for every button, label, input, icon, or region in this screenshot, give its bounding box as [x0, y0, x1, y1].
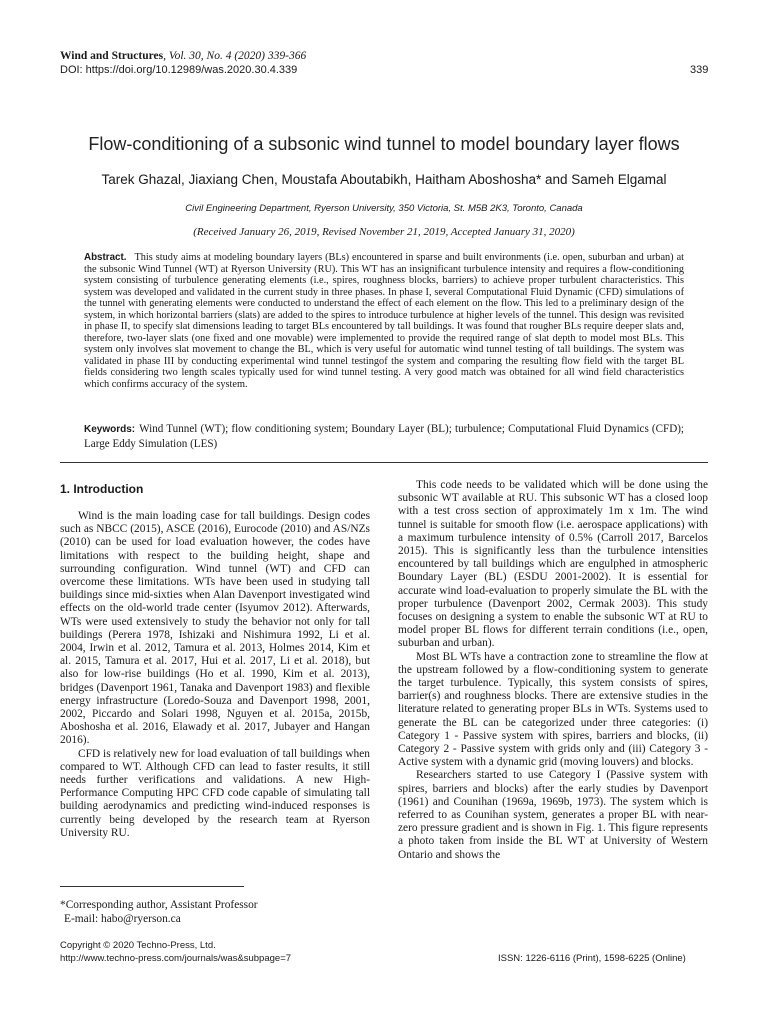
right-column [398, 479, 708, 862]
section-heading-introduction: 1. Introduction [60, 482, 144, 496]
publisher-url[interactable]: http://www.techno-press.com/journals/was&subpage=7 [60, 953, 292, 964]
page-number: 339 [690, 64, 709, 76]
paper-title: Flow-conditioning of a subsonic wind tunnel to model boundary layer flows [88, 134, 680, 154]
affiliation: Civil Engineering Department, Ryerson University, 350 Victoria, St. M5B 2K3, Toronto, Canada [185, 203, 583, 214]
footnote-corresponding-author: *Corresponding author, Assistant Professor [60, 899, 258, 911]
issn: ISSN: 1226-6116 (Print), 1598-6225 (Online) [498, 953, 686, 964]
footnote-email: E-mail: habo@ryerson.ca [64, 913, 181, 925]
paragraph: This code needs to be validated which will be done using the subsonic WT available at RU. This subsonic WT has a closed loop with a test cross section of approximately 1m x 1m. The wind tunnel is suitable for smooth flow (i.e. aerospace applications) with a maximum turbulence intensity of 0.5% (Carroll 2017, Barcelos 2015). This is significantly less than the turbulence intensities encountered by tall buildings which are engulphed in atmospheric Boundary Layer (BL) (ESDU 2001-2002). It is essential for accurate wind load-evaluation to properly simulate the BL with the proper turbulence (Davenport 2002, Cermak 2003). This study focuses on designing a system to enable the subsonic WT at RU to model proper BL flows for different terrain conditions (i.e., open, suburban and urban). [398, 479, 708, 650]
abstract [84, 252, 684, 391]
paragraph: Wind is the main loading case for tall buildings. Design codes such as NBCC (2015), ASCE (2016), Eurocode (2010) and AS/NZs (2010) can be used for load evaluation however, the codes have limitations with respect to the building height, shape and surrounding configuration. Wind tunnel (WT) and CFD can overcome these limitations. WTs have been used in studying tall buildings since mid-sixties when Alan Davenport investigated wind effects on the old-world trade center (Isyumov 2012). Afterwards, WTs were used extensively to study the behavior not only for tall buildings (Perera 1978, Ishizaki and Nishimura 1992, Li et al. 2004, Irwin et al. 2012, Tamura et al. 2013, Holmes 2014, Kim et al. 2015, Tamura et al. 2017, Hui et al. 2017, Li et al. 2018), but also for low-rise buildings (Ho et al. 1990, Kim et al. 2013), bridges (Davenport 1961, Tanaka and Davenport 1983) and flexible energy infrastructure (Loredo-Souza and Davenport 1998, 2001, 2002, Piccardo and Solari 1998, Nguyen et al. 2015a, 2015b, Aboshosha et al. 2016, Elawady et al. 2017, Jubayer and Hangan 2016). [60, 510, 370, 747]
footnote-rule [60, 886, 244, 887]
journal-citation [60, 50, 306, 62]
left-column [60, 510, 370, 840]
received-dates: (Received January 26, 2019, Revised November 21, 2019, Accepted January 31, 2020) [193, 226, 575, 238]
paragraph: Most BL WTs have a contraction zone to streamline the flow at the upstream followed by a flow-conditioning system to generate the target turbulence. Typically, this system consists of spires, barrier(s) and roughness blocks. There are extensive studies in the literature related to generating proper BLs in WTs. Systems used to generate the BL can be categorized under three categories: (i) Category 1 - Passive system with spires, barriers and blocks, (ii) Category 2 - Passive system with grids only and (iii) Category 3 - Active system with a dynamic grid (moving louvers) and blocks. [398, 650, 708, 769]
section-divider [60, 462, 708, 463]
keywords-label: Keywords: [84, 424, 136, 435]
copyright-notice: Copyright © 2020 Techno-Press, Ltd. [60, 940, 216, 951]
author-list: Tarek Ghazal, Jiaxiang Chen, Moustafa Aboutabikh, Haitham Aboshosha* and Sameh Elgamal [101, 172, 667, 187]
paragraph: CFD is relatively new for load evaluation of tall buildings when compared to WT. Although CFD can lead to faster results, it still needs further verifications and validations. A new High-Performance Computing HPC CFD code capable of simulating tall building aerodynamics and predicting wind-induced responses is currently being developed by the research team at Ryerson University RU. [60, 747, 370, 839]
doi-link[interactable]: DOI: https://doi.org/10.12989/was.2020.30.4.339 [60, 64, 298, 76]
abstract-label: Abstract. [84, 252, 127, 263]
journal-name: Wind and Structures [60, 50, 164, 62]
keywords [84, 422, 684, 451]
journal-volume: , Vol. 30, No. 4 (2020) 339-366 [163, 50, 307, 62]
footnote [60, 898, 258, 926]
paragraph: Researchers started to use Category I (Passive system with spires, barriers and blocks) after the early studies by Davenport (1961) and Counihan (1969a, 1969b, 1973). The system which is referred to as Counihan system, generates a proper BL with near-zero pressure gradient and is shown in Fig. 1. This figure represents a photo taken from inside the BL WT at University of Western Ontario and shows the [398, 769, 708, 861]
abstract-text: This study aims at modeling boundary layers (BLs) encountered in sparse and built environments (i.e. open, suburban and urban) at the subsonic Wind Tunnel (WT) at Ryerson University (RU). This WT has an insignificant turbulence intensity and requires a flow-conditioning system consisting of turbulence generating elements (i.e., spires, roughness blocks, barriers) to achieve proper turbulent characteristics. This system was developed and validated in the current study in three phases. In phase I, several Computational Fluid Dynamic (CFD) simulations of the tunnel with generating elements were conducted to understand the effect of each element on the flow. This led to a preliminary design of the system, in which horizontal barriers (slats) are added to the spires to introduce turbulence at higher levels of the tunnel. This design was revisited in phase II, to specify slat dimensions leading to target BLs encountered by tall buildings. It was found that rougher BLs require deeper slats and, therefore, two-layer slats (one fixed and one movable) were implemented to provide the required range of slat depth to model most BLs. This system only involves slat movement to change the BL, which is very useful for automatic wind tunnel testing of tall buildings. The system was validated in phase III by conducting experimental wind tunnel testingof the system and comparing the resulting flow field with the target BL fields considering two length scales typically used for wind tunnel testing. A very good match was obtained for all wind field characteristics which confirms accuracy of the system. [84, 252, 684, 391]
keywords-text: Wind Tunnel (WT); flow conditioning system; Boundary Layer (BL); turbulence; Computational Fluid Dynamics (CFD); Large Eddy Simulation (LES) [84, 423, 684, 450]
